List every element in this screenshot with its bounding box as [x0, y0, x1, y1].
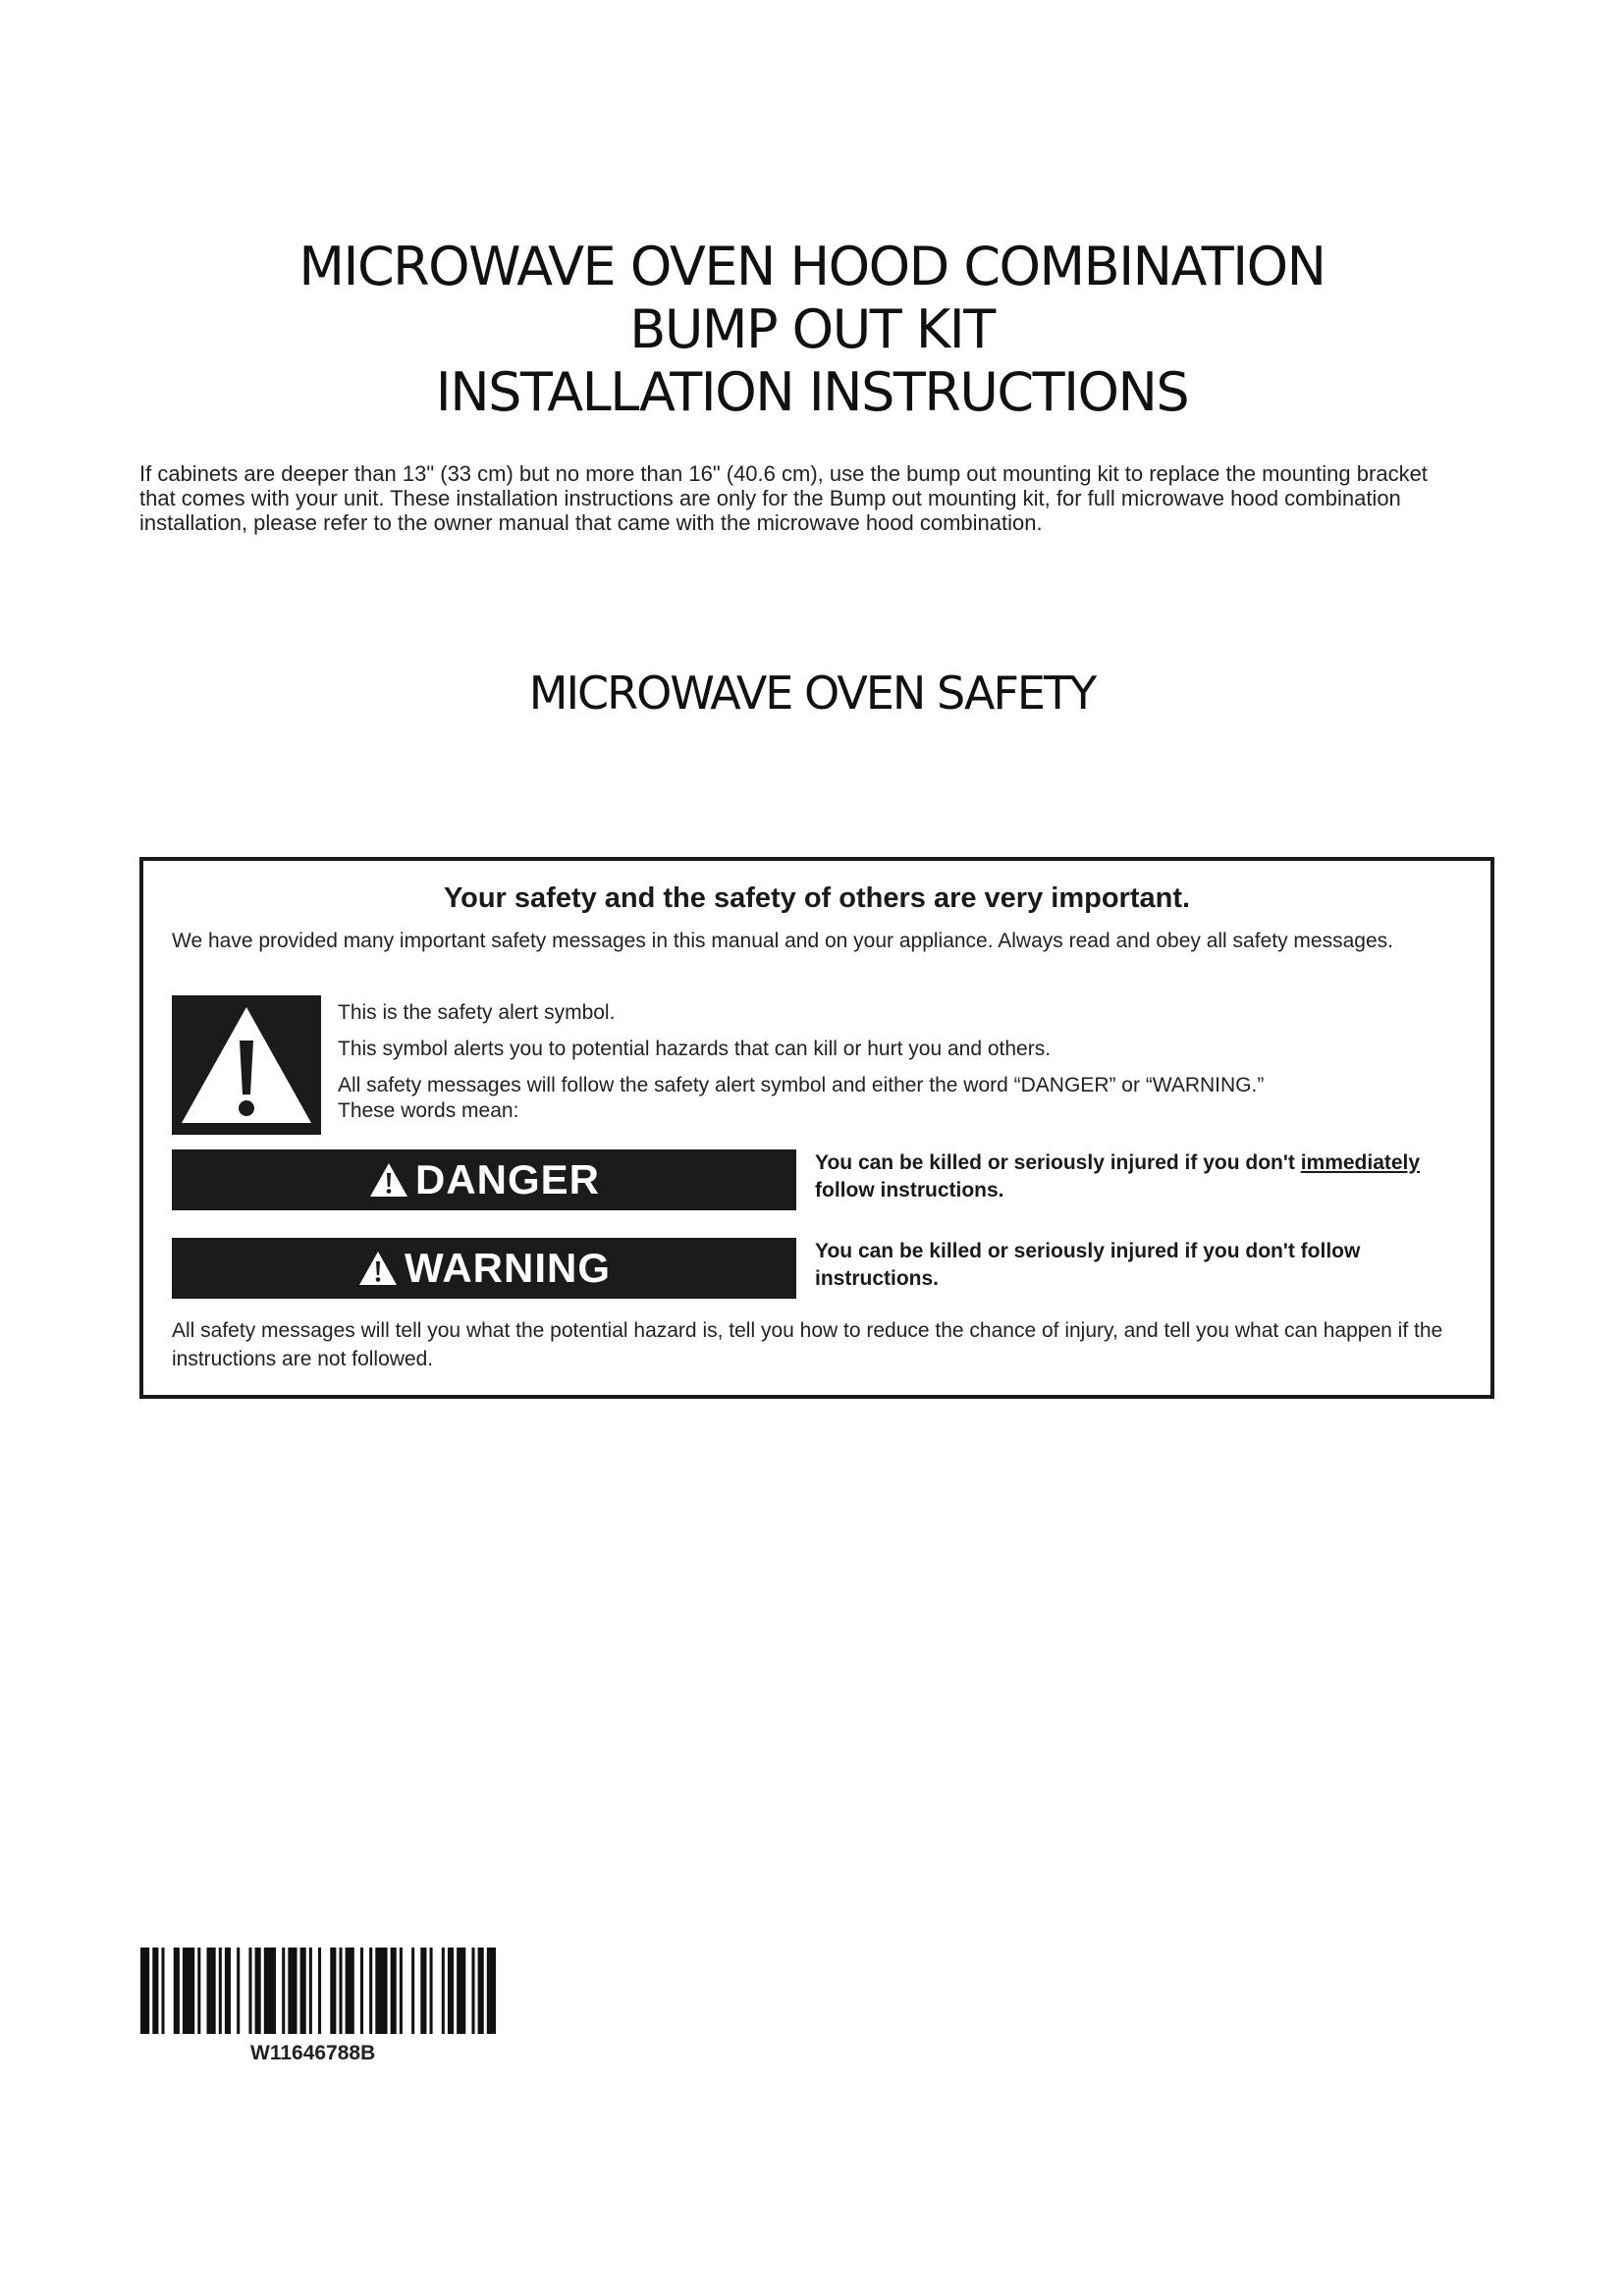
barcode-bar — [457, 1948, 465, 2034]
danger-alert-icon — [368, 1161, 409, 1199]
warning-signal-bar — [172, 1238, 796, 1299]
document-title — [0, 236, 1624, 424]
barcode-bar — [300, 1948, 306, 2034]
barcode-bar — [288, 1948, 297, 2034]
barcode-bar — [282, 1948, 285, 2034]
barcode-bar — [430, 1948, 433, 2034]
barcode-bar — [360, 1948, 363, 2034]
barcode-bar — [471, 1948, 474, 2034]
barcode-graphic — [140, 1948, 496, 2034]
warning-label: WARNING — [405, 1245, 611, 1291]
symbol-line-1: This is the safety alert symbol. — [338, 1001, 616, 1024]
title-line-2: BUMP OUT KIT — [629, 298, 995, 360]
symbol-line-4: These words mean: — [338, 1099, 519, 1122]
barcode-bar — [442, 1948, 445, 2034]
barcode-bar — [391, 1948, 397, 2034]
barcode-bar — [375, 1948, 387, 2034]
warning-alert-icon — [357, 1250, 399, 1287]
barcode-bar — [411, 1948, 414, 2034]
barcode-bar — [420, 1948, 426, 2034]
barcode-bar — [478, 1948, 484, 2034]
barcode-bar — [255, 1948, 261, 2034]
barcode-bar — [140, 1948, 149, 2034]
barcode-bar — [318, 1948, 321, 2034]
barcode-bar — [183, 1948, 194, 2034]
section-title: MICROWAVE OVEN SAFETY — [528, 667, 1096, 720]
title-line-1: MICROWAVE OVEN HOOD COMBINATION — [298, 236, 1326, 297]
safety-box — [139, 857, 1494, 1399]
symbol-line-3: All safety messages will follow the safety alert symbol and either the word “DANGER” or “WARNING.” — [338, 1074, 1265, 1096]
barcode-bar — [197, 1948, 200, 2034]
barcode-bar — [400, 1948, 403, 2034]
safety-heading: Your safety and the safety of others are very important. — [443, 882, 1191, 914]
barcode-bar — [161, 1948, 164, 2034]
barcode-bar — [330, 1948, 336, 2034]
danger-description — [815, 1149, 1483, 1204]
safety-alert-icon — [172, 995, 321, 1135]
barcode-bar — [309, 1948, 312, 2034]
barcode-bar — [174, 1948, 180, 2034]
part-number: W11646788B — [250, 2042, 376, 2064]
barcode-bar — [206, 1948, 215, 2034]
title-line-3: INSTALLATION INSTRUCTIONS — [435, 361, 1189, 423]
danger-label: DANGER — [414, 1156, 600, 1202]
barcode-bar — [487, 1948, 496, 2034]
barcode-bar — [248, 1948, 251, 2034]
danger-desc-emphasis: immediately — [1300, 1151, 1421, 1174]
danger-signal-bar — [172, 1149, 796, 1210]
danger-desc-part-2: follow instructions. — [815, 1179, 1004, 1201]
barcode-bar — [152, 1948, 158, 2034]
safety-outro: All safety messages will tell you what the potential hazard is, tell you how to reduce the chance of injury, and tell you what can happen if the instructions are not followed. — [172, 1319, 1443, 1370]
barcode-bar — [339, 1948, 342, 2034]
warning-description: You can be killed or seriously injured if you don't follow instructions. — [815, 1240, 1361, 1290]
safety-intro: We have provided many important safety messages in this manual and on your appliance. Always read and obey all safety messages. — [172, 930, 1393, 952]
barcode-bar — [264, 1948, 276, 2034]
symbol-line-2: This symbol alerts you to potential hazards that can kill or hurt you and others. — [338, 1038, 1052, 1060]
barcode-bar — [219, 1948, 222, 2034]
barcode-bar — [346, 1948, 354, 2034]
barcode-bar — [225, 1948, 231, 2034]
intro-paragraph: If cabinets are deeper than 13" (33 cm) but no more than 16" (40.6 cm), use the bump out mounting kit to replace the mounting bracket that comes with your unit. These installation instructions are only for the Bump out mounting kit, for full microwave hood combination installation, please refer to the owner manual that came with the microwave hood combination. — [139, 461, 1428, 535]
barcode-bar — [369, 1948, 372, 2034]
barcode-bar — [448, 1948, 454, 2034]
danger-desc-part-1: You can be killed or seriously injured if you don't — [815, 1151, 1301, 1174]
barcode-bar — [237, 1948, 240, 2034]
